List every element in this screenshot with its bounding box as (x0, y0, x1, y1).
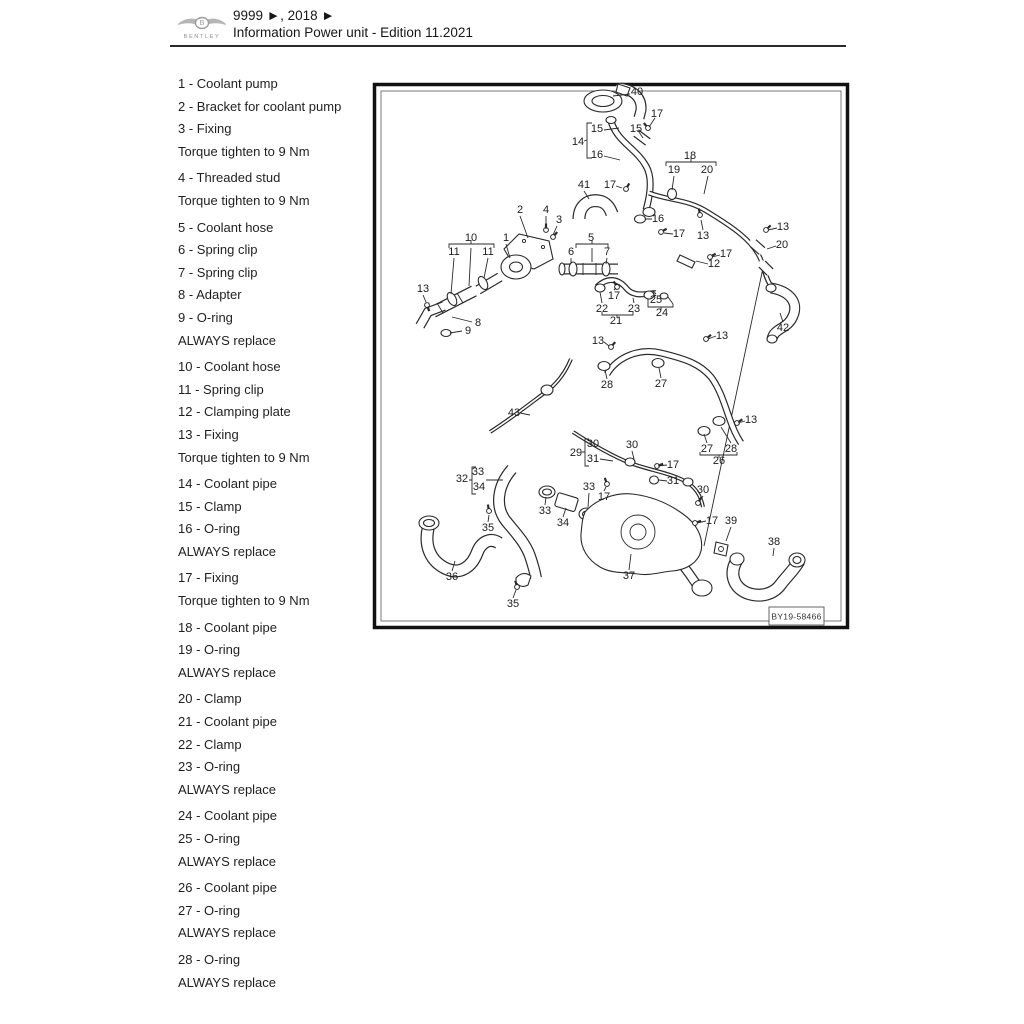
header-edition-line: Information Power unit - Edition 11.2021 (233, 24, 473, 40)
part-item: 13 - Fixing (178, 426, 239, 442)
part-note: Torque tighten to 9 Nm (178, 449, 310, 465)
part-item: 6 - Spring clip (178, 242, 258, 258)
exploded-diagram (372, 82, 850, 630)
part-item: 27 - O-ring (178, 902, 241, 918)
callout-number: 20 (700, 164, 714, 176)
part-item: 15 - Clamp (178, 498, 242, 514)
part-item: 9 - O-ring (178, 309, 233, 325)
header-text (233, 8, 473, 41)
header-rule (170, 45, 846, 47)
callout-number: 16 (590, 149, 604, 161)
callout-number: 17 (719, 248, 733, 260)
callout-number: 6 (567, 246, 575, 258)
part-item: 19 - O-ring (178, 642, 241, 658)
callout-number: 42 (776, 322, 790, 334)
callout-number: 40 (630, 86, 644, 98)
callout-number: 11 (448, 246, 460, 258)
callout-number: 15 (590, 123, 604, 135)
part-item: 24 - Coolant pipe (178, 808, 278, 824)
callout-number: 3 (555, 214, 563, 226)
bentley-wordmark: BENTLEY (183, 34, 221, 40)
callout-number: 38 (767, 536, 781, 548)
callout-number: 13 (776, 221, 790, 233)
callout-number: 4 (542, 204, 550, 216)
callout-number: 37 (622, 570, 636, 582)
callout-number: 18 (683, 150, 697, 162)
part-note: ALWAYS replace (178, 664, 277, 680)
part-artwork (416, 84, 805, 596)
callout-number: 28 (724, 443, 738, 455)
callout-number: 33 (471, 466, 485, 478)
callout-number: 17 (597, 491, 611, 503)
callout-number: 17 (672, 228, 686, 240)
callout-number: 13 (715, 330, 729, 342)
callout-number: 21 (609, 315, 623, 327)
svg-text:B: B (199, 19, 205, 28)
part-item: 8 - Adapter (178, 287, 242, 303)
part-item: 3 - Fixing (178, 121, 232, 137)
callout-number: 20 (775, 239, 789, 251)
part-item: 21 - Coolant pipe (178, 714, 278, 730)
part-item: 12 - Clamping plate (178, 404, 291, 420)
callout-number: 41 (577, 179, 591, 191)
callout-number: 2 (516, 204, 524, 216)
part-note: Torque tighten to 9 Nm (178, 593, 310, 609)
callout-number: 30 (625, 439, 639, 451)
callout-number: 1 (502, 232, 510, 244)
part-item: 5 - Coolant hose (178, 219, 274, 235)
callout-number: 25 (649, 294, 663, 306)
callout-number: 36 (445, 571, 459, 583)
callout-number: 30 (696, 484, 710, 496)
part-item: 22 - Clamp (178, 736, 242, 752)
callout-number: 26 (712, 455, 726, 467)
callout-number: 43 (507, 407, 521, 419)
callout-number: 13 (696, 230, 710, 242)
callout-number: 33 (582, 481, 596, 493)
part-item: 14 - Coolant pipe (178, 476, 278, 492)
callout-number: 13 (744, 414, 758, 426)
callout-number: 34 (556, 517, 570, 529)
callout-number: 17 (603, 179, 617, 191)
part-item: 25 - O-ring (178, 831, 241, 846)
callout-number: 35 (481, 522, 495, 534)
callout-number: 16 (651, 213, 665, 225)
callout-number: 5 (587, 232, 595, 244)
part-item: 2 - Bracket for coolant pump (178, 98, 342, 114)
callout-number: 15 (629, 123, 643, 135)
part-item: 20 - Clamp (178, 691, 242, 707)
callout-number: 32 (455, 473, 469, 485)
part-item: 11 - Spring clip (178, 381, 264, 397)
part-note: ALWAYS replace (178, 543, 277, 559)
callout-number: 14 (571, 136, 585, 148)
pump-housing (581, 494, 702, 575)
callout-number: 30 (586, 438, 600, 450)
part-item: 10 - Coolant hose (178, 359, 281, 375)
part-item: 26 - Coolant pipe (178, 880, 278, 896)
part-note: Torque tighten to 9 Nm (178, 143, 310, 159)
callout-number: 34 (472, 481, 486, 493)
parts-list (178, 73, 383, 994)
callout-number: 13 (591, 335, 605, 347)
callout-number: 23 (627, 303, 641, 315)
diagram-code-label: BY19-58466 (771, 611, 822, 622)
part-note: Torque tighten to 9 Nm (178, 192, 310, 208)
callout-number: 11 (482, 246, 494, 258)
callout-number: 31 (586, 453, 600, 465)
callout-number: 17 (666, 459, 680, 471)
callout-number: 19 (667, 164, 681, 176)
callout-number: 17 (650, 108, 664, 120)
part-item: 16 - O-ring (178, 521, 241, 537)
part-note: ALWAYS replace (178, 974, 277, 990)
callout-number: 7 (603, 246, 611, 258)
part-note: ALWAYS replace (178, 781, 277, 797)
part-note: ALWAYS replace (178, 332, 277, 348)
callout-number: 22 (595, 303, 609, 315)
part-item: 23 - O-ring (178, 759, 241, 775)
part-item: 4 - Threaded stud (178, 170, 281, 186)
callout-number: 13 (416, 283, 430, 295)
callout-number: 27 (700, 443, 714, 455)
callout-number: 31 (666, 475, 680, 487)
part-note: ALWAYS replace (178, 853, 277, 869)
callout-number: 27 (654, 378, 668, 390)
callout-number: 9 (464, 325, 472, 337)
callout-number: 24 (655, 307, 669, 319)
callout-number: 10 (464, 232, 478, 244)
header-model-line: 9999 ►, 2018 ► (233, 8, 335, 23)
callout-number: 8 (474, 317, 482, 329)
part-item: 7 - Spring clip (178, 264, 258, 280)
bentley-wings-icon (176, 7, 228, 47)
bentley-logo (176, 7, 228, 47)
callout-number: 17 (607, 290, 621, 302)
callout-number: 39 (724, 515, 738, 527)
part-item: 28 - O-ring (178, 951, 241, 967)
callout-number: 33 (538, 505, 552, 517)
part-item: 18 - Coolant pipe (178, 619, 278, 635)
callout-number: 12 (707, 258, 721, 270)
callout-number: 17 (705, 515, 719, 527)
clamping-plate (677, 255, 695, 268)
part-note: ALWAYS replace (178, 925, 277, 941)
callout-number: 29 (569, 447, 583, 459)
part-item: 1 - Coolant pump (178, 76, 278, 91)
part-item: 17 - Fixing (178, 570, 239, 586)
callout-number: 35 (506, 598, 520, 610)
callout-number: 28 (600, 379, 614, 391)
